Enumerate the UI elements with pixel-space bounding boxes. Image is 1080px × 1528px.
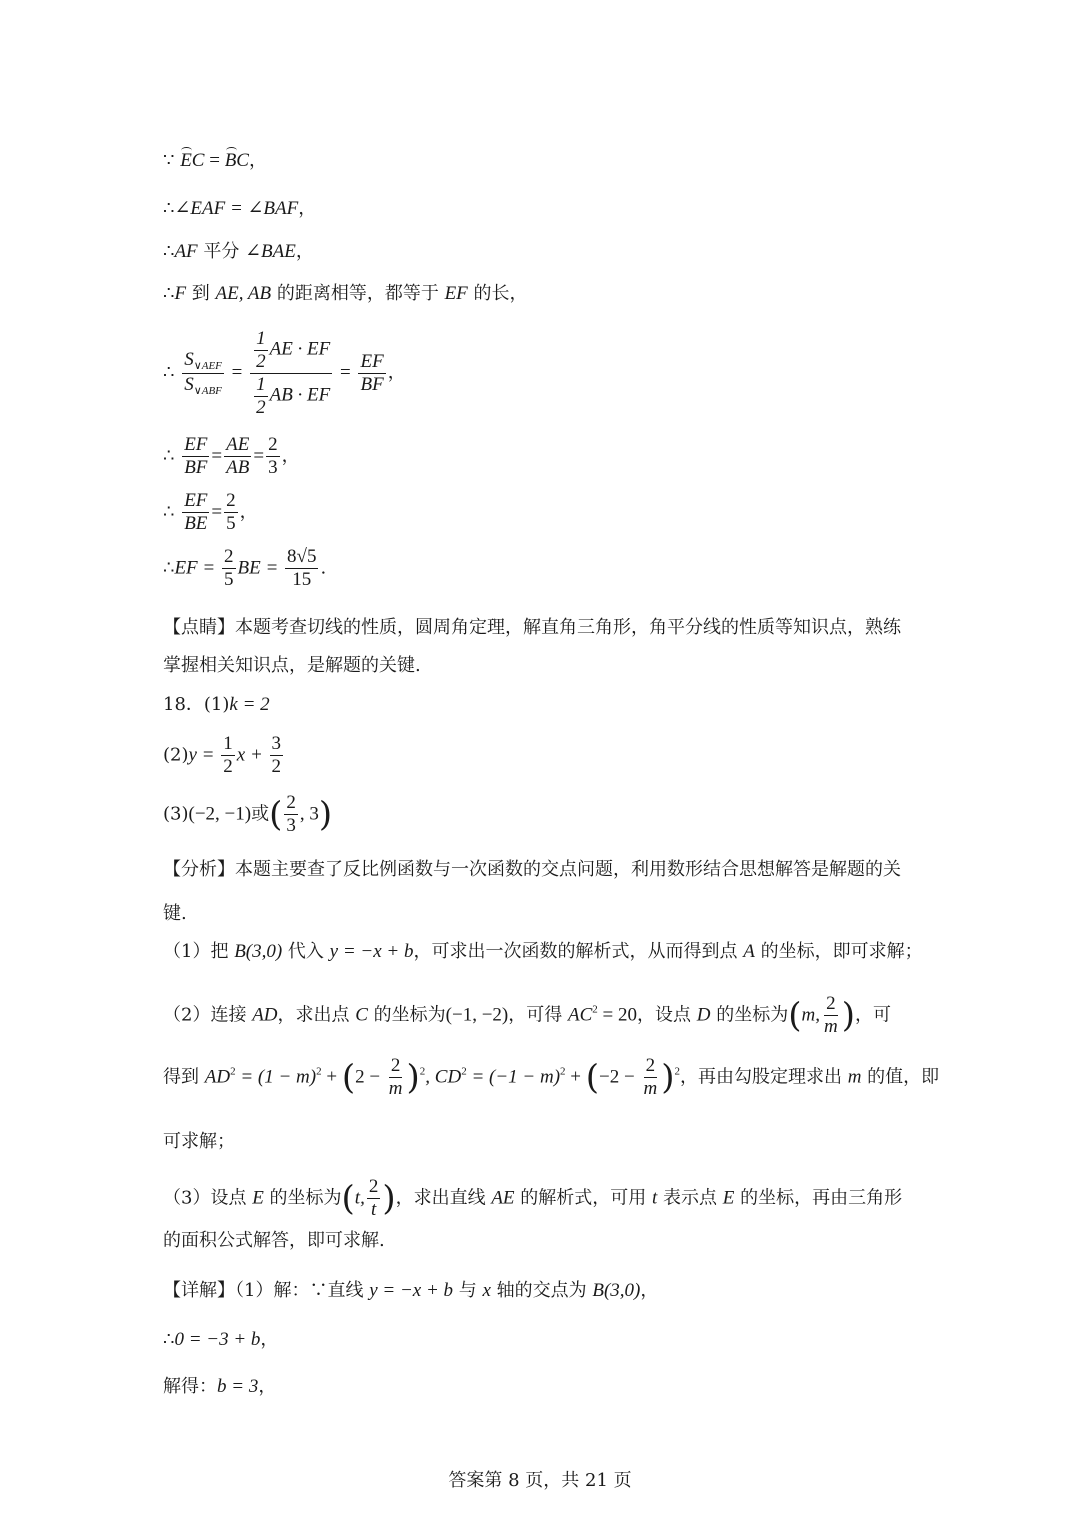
line-bisector: ∴AF 平分 ∠BAE， [163,241,314,262]
line-ef-be: ∴ $\frac{EF}{BE}$ = $\frac{2}{5}$ ， [163,490,258,534]
analysis-paragraph: 【分析】本题主要查了反比例函数与一次函数的交点问题，利用数形结合思想解答是解题的关键. [163,859,901,924]
line-arc-equal: ∵ EC = BC， [163,150,267,171]
line-ratio-equal: ∴ $\frac{EF}{BF}$ = $\frac{AE}{AB}$ = $\frac{2}{3}$ ， [163,434,300,478]
analysis-step-2-end: 可求解； [163,1131,235,1152]
detail-line-3: 解得：b = 3， [163,1376,277,1397]
analysis-step-2: （2）连接 AD，求出点 C 的坐标为(−1, −2)，可得 $AC^2 = 20$，设点 D 的坐标为(m, $\frac{2}{m}$ )，可 [163,993,891,1037]
arc-ec: EC [180,150,205,171]
detail-line-1: 【详解】（1）解：∵直线 y = −x + b 与 x 轴的交点为 B(3,0)， [163,1280,659,1301]
answer-3: (3)(−2, −1)或( $\frac{2}{3}$ , 3) [163,792,333,836]
remark-paragraph: 【点睛】本题考查切线的性质，圆周角定理，解直角三角形，角平分线的性质等知识点，熟练掌握相关知识点，是解题的关键. [163,617,901,676]
answer-1: 18．(1)k = 2 [163,694,270,715]
analysis-step-3: （3）设点 E 的坐标为(t, $\frac{2}{t}$ )，求出直线 AE 的解析式，可用 t 表示点 E 的坐标，再由三角形 [163,1176,903,1220]
analysis-step-3-end: 的面积公式解答，即可求解. [163,1230,385,1251]
line-distance: ∴F 到 AE, AB 的距离相等，都等于 EF 的长， [163,283,528,304]
line-angle-equal: ∴∠EAF = ∠BAF， [163,198,317,219]
line-area-ratio: ∴ $\frac{S_{\vee AEF}}{S_{\vee ABF}}$ = $\frac{1}{2}$ AE · EF $\frac{1}{2}$ AB · EF = $\frac{EF}{BF}$ ， [163,328,406,418]
page-footer: 答案第 8 页，共 21 页 [448,1470,632,1491]
ef-bf-fraction: $\frac{EF}{BF}$ [360,350,384,395]
half-product-fraction: $\frac{1}{2}$ AE · EF $\frac{1}{2}$ AB · EF [250,328,332,418]
area-fraction: $\frac{S_{\vee AEF}}{S_{\vee ABF}}$ [184,349,222,397]
arc-bc: BC [224,150,249,171]
analysis-step-1: （1）把 B(3,0) 代入 y = −x + b，可求出一次函数的解析式，从而得到点 A 的坐标，即可求解； [163,941,923,962]
analysis-step-2-cont: 得到 $AD^2 = (1 - m)^2 + (2$ − $\frac{2}{m}$ )$^2$, $CD^2 = (-1 - m)^2 + (-2$ − $\frac{2}{m}$ )$^2$，再由勾股定理求出 m 的值，即 [163,1055,940,1099]
answer-2: (2)y = $\frac{1}{2}$ x + $\frac{3}{2}$ [163,733,282,777]
line-ef-result: ∴EF = $\frac{2}{5}$ BE = $\frac{8√5}{15}$ . [163,546,327,590]
detail-line-2: ∴0 = −3 + b， [163,1329,279,1350]
